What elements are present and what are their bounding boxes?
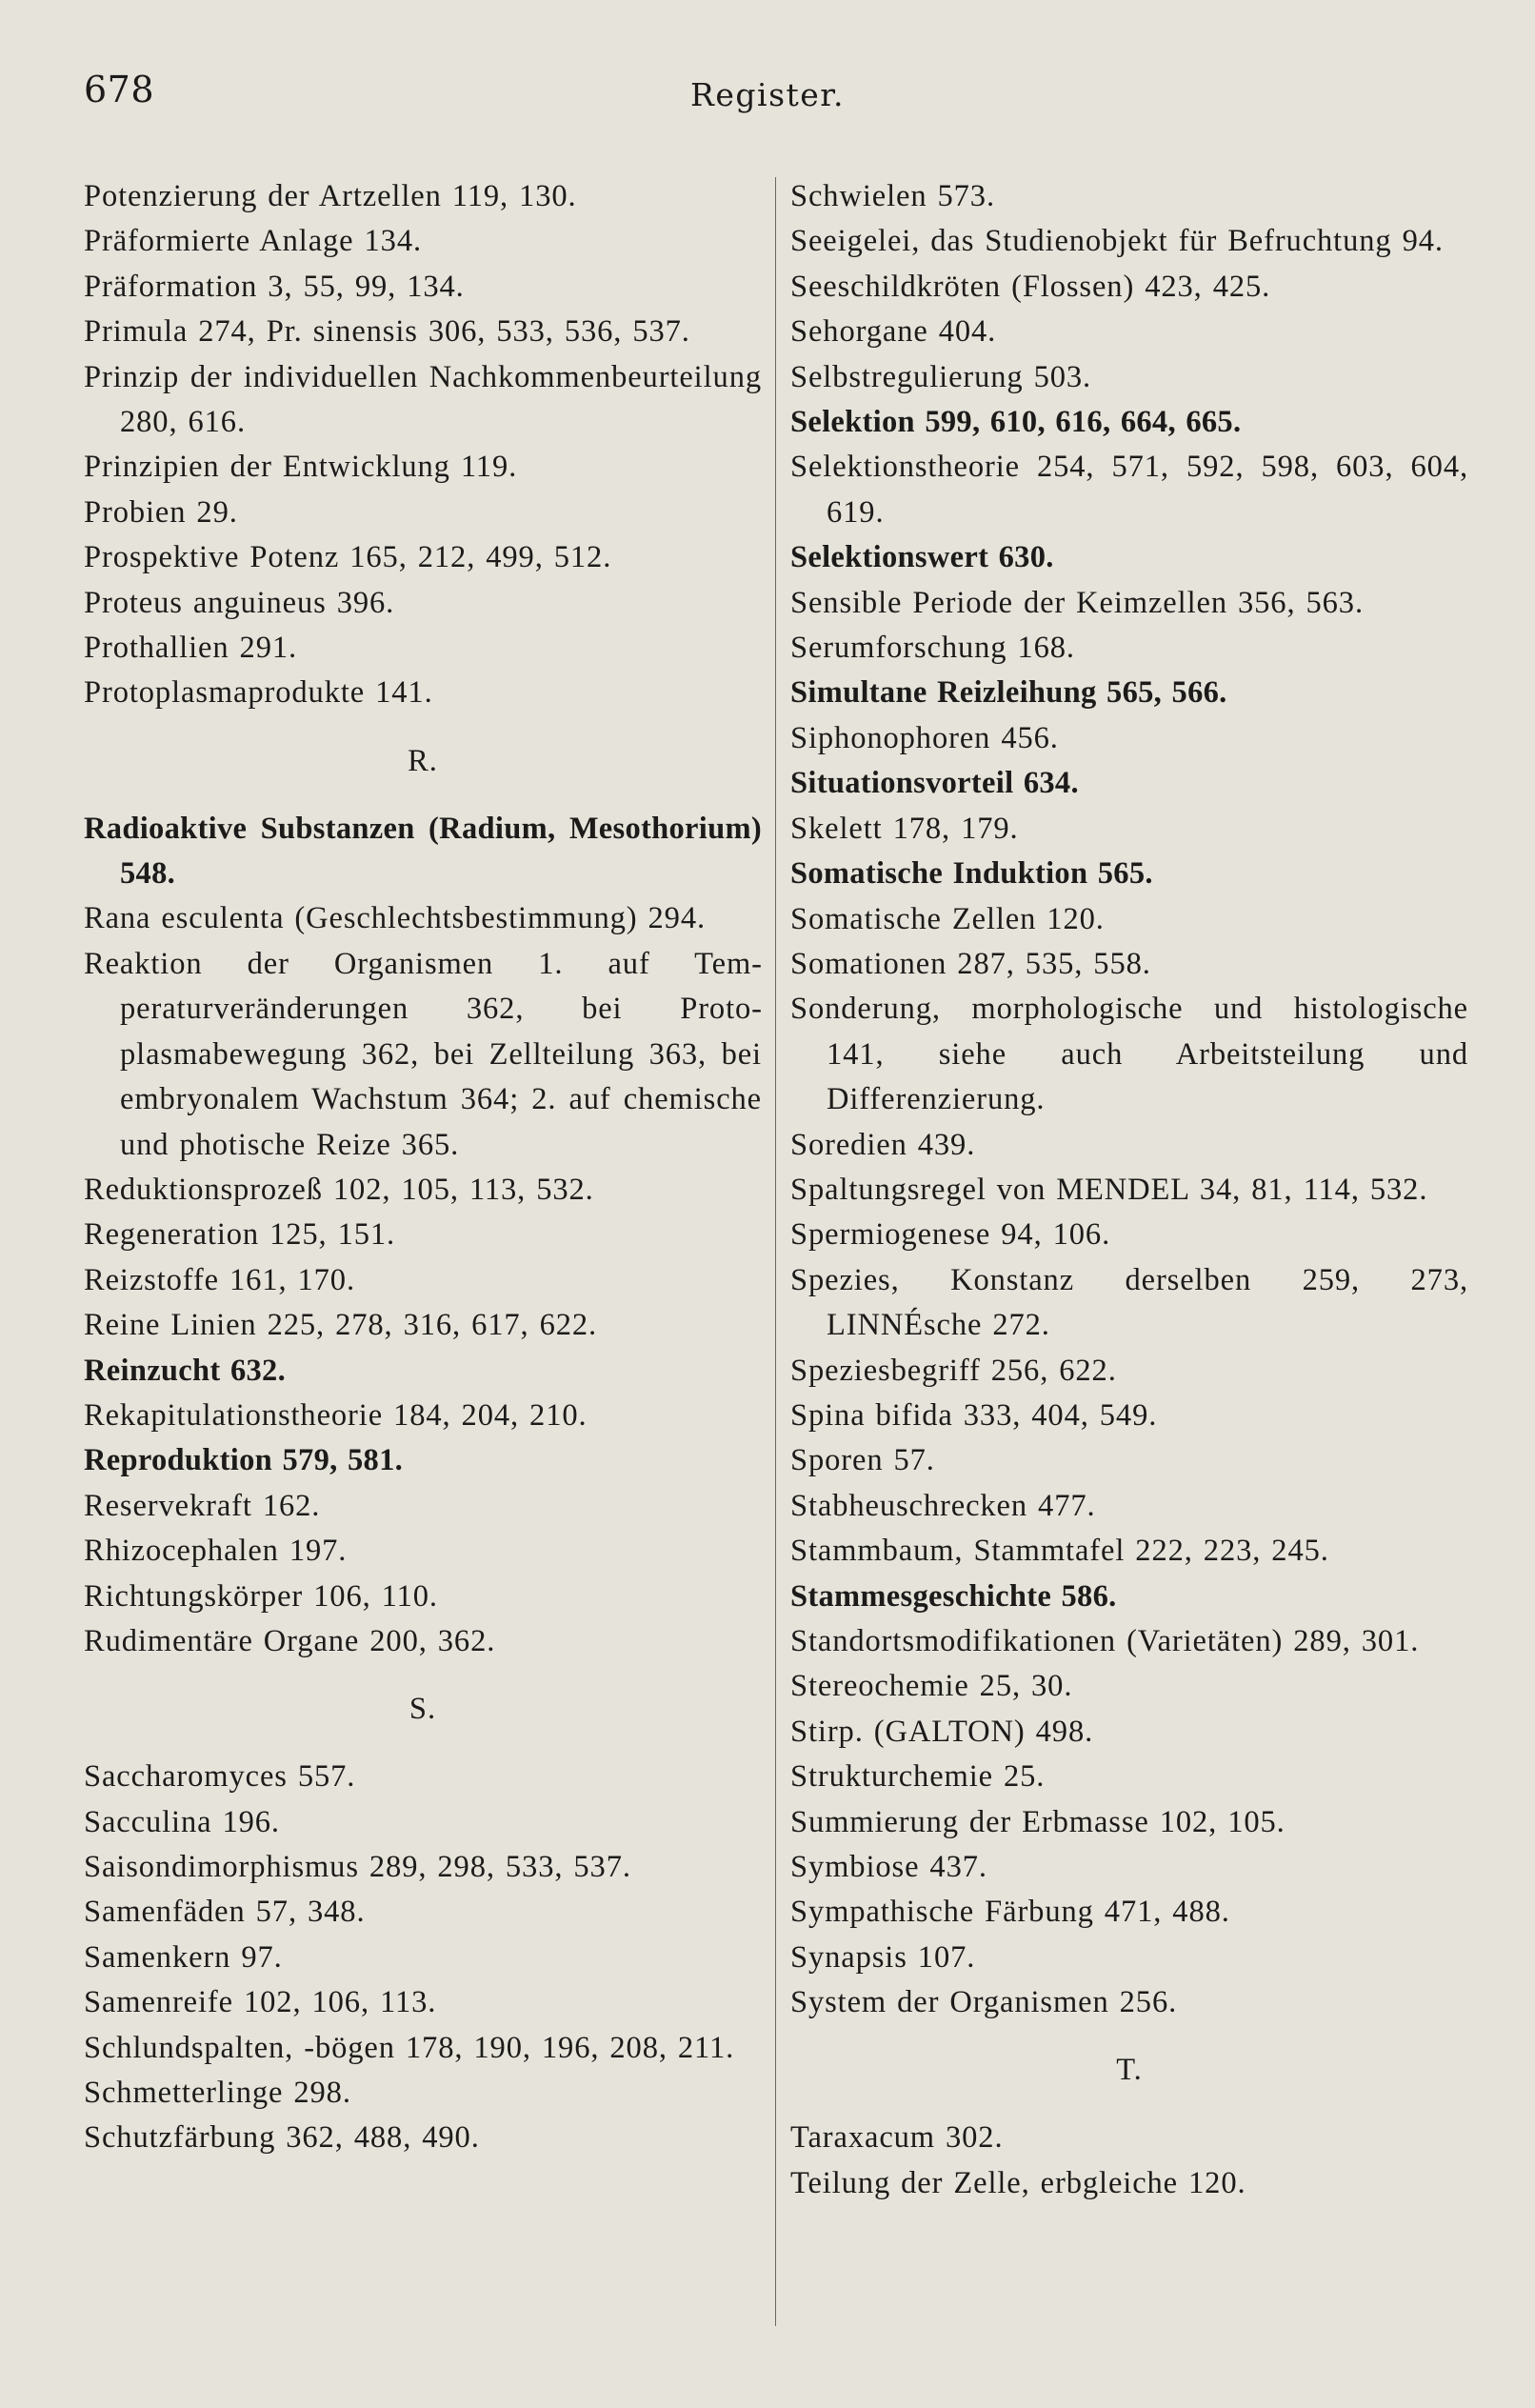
index-entry: Richtungskörper 106, 110.: [84, 1578, 438, 1614]
index-entry: Reinzucht 632.: [84, 1353, 287, 1388]
index-entry: Schutzfärbung 362, 488, 490.: [84, 2120, 480, 2156]
index-entry: Skelett 178, 179.: [790, 811, 1019, 846]
index-entry: Schwielen 573.: [790, 179, 995, 213]
index-column-right: [790, 174, 1468, 2206]
index-entry: Präformation 3, 55, 99, 134.: [84, 269, 465, 304]
index-entry: Samenfäden 57, 348.: [84, 1895, 366, 1930]
index-entry: Selbstregulierung 503.: [790, 359, 1092, 394]
index-entry: Sacculina 196.: [84, 1804, 280, 1839]
index-entry: Speziesbegriff 256, 622.: [790, 1353, 1117, 1388]
index-entry: Seeschildkröten (Flossen) 423, 425.: [790, 269, 1271, 304]
index-entry: Prinzipien der Entwicklung 119.: [84, 450, 518, 485]
index-entry: Reservekraft 162.: [84, 1488, 321, 1523]
column-divider: [775, 177, 776, 2326]
index-entry: Reduktionsprozeß 102, 105, 113, 532.: [84, 1172, 594, 1207]
section-letter-heading: S.: [409, 1692, 437, 1727]
index-entry: Situationsvorteil 634.: [790, 766, 1079, 801]
index-entry: Strukturchemie 25.: [790, 1759, 1046, 1795]
index-entry: System der Organismen 256.: [790, 1985, 1178, 2020]
index-entry: Sympathische Färbung 471, 488.: [790, 1895, 1230, 1930]
index-entry: Simultane Reizleihung 565, 566.: [790, 675, 1227, 711]
section-letter-heading: T.: [1116, 2053, 1143, 2088]
index-entry: Sensible Periode der Keimzellen 356, 563.: [790, 585, 1364, 620]
index-entry: Saccharomyces 557.: [84, 1759, 356, 1795]
index-entry: Spaltungsregel von MENDEL 34, 81, 114, 532.: [790, 1172, 1428, 1207]
index-entry: Seeigelei, das Studienobjekt für Befruchtung 94.: [790, 224, 1444, 259]
index-entry: Stabheuschrecken 477.: [790, 1488, 1096, 1523]
index-entry: Spezies, Konstanz derselben 259, 273, LINNÉsche 272.: [790, 1262, 1468, 1343]
index-entry: Sonderung, morphologische und histologische 141, siehe auch Arbeitsteilung und Differenzierung.: [790, 992, 1468, 1117]
index-entry: Reizstoffe 161, 170.: [84, 1262, 355, 1297]
index-entry: Rudimentäre Organe 200, 362.: [84, 1623, 496, 1658]
index-entry: Reproduktion 579, 581.: [84, 1443, 404, 1478]
index-entry: Präformierte Anlage 134.: [84, 224, 423, 259]
index-entry: Selektionstheorie 254, 571, 592, 598, 603, 604, 619.: [790, 450, 1468, 530]
index-entry: Probien 29.: [84, 494, 238, 530]
index-entry: Taraxacum 302.: [790, 2120, 1004, 2156]
index-entry: Reine Linien 225, 278, 316, 617, 622.: [84, 1308, 598, 1343]
index-entry: Rana esculenta (Geschlechtsbestimmung) 294.: [84, 901, 706, 936]
index-entry: Standortsmodifikationen (Varietäten) 289, 301.: [790, 1624, 1420, 1658]
index-entry: Stammesgeschichte 586.: [790, 1578, 1117, 1614]
index-entry: Saisondimorphismus 289, 298, 533, 537.: [84, 1849, 631, 1884]
index-entry: Sehorgane 404.: [790, 314, 997, 350]
index-entry: Radioaktive Substanzen (Radium, Mesothorium) 548.: [84, 811, 762, 892]
index-entry: Selektionswert 630.: [790, 540, 1054, 575]
index-entry: Prinzip der individuellen Nachkommenbeurteilung 280, 616.: [84, 359, 762, 440]
section-letter-heading: R.: [408, 743, 438, 778]
index-entry: Reaktion der Organismen 1. auf Temperaturveränderungen 362, bei Protoplasmabewegung 362, bei Zellteilung 363, bei embryonalem Wachstum 364; 2. auf chemische und photische Reize 365.: [84, 946, 762, 1162]
index-entry: Serumforschung 168.: [790, 631, 1075, 666]
index-entry: Somatische Zellen 120.: [790, 901, 1105, 936]
index-entry: Siphonophoren 456.: [790, 720, 1059, 755]
index-entry: Somatische Induktion 565.: [790, 856, 1153, 892]
index-entry: Stirp. (GALTON) 498.: [790, 1714, 1094, 1749]
index-entry: Samenkern 97.: [84, 1939, 283, 1975]
running-title: Register.: [690, 76, 845, 113]
index-entry: Prospektive Potenz 165, 212, 499, 512.: [84, 540, 612, 575]
index-entry: Summierung der Erbmasse 102, 105.: [790, 1804, 1286, 1839]
index-entry: Soredien 439.: [790, 1127, 976, 1162]
index-entry: Symbiose 437.: [790, 1850, 987, 1885]
index-entry: Proteus anguineus 396.: [84, 585, 395, 620]
index-entry: Samenreife 102, 106, 113.: [84, 1985, 437, 2020]
index-entry: Synapsis 107.: [790, 1939, 976, 1975]
index-entry: Rekapitulationstheorie 184, 204, 210.: [84, 1397, 588, 1433]
index-entry: Spermiogenese 94, 106.: [790, 1217, 1111, 1253]
index-entry: Regeneration 125, 151.: [84, 1217, 396, 1253]
index-entry: Primula 274, Pr. sinensis 306, 533, 536, 537.: [84, 314, 690, 350]
page-number: 678: [84, 69, 155, 110]
index-entry: Teilung der Zelle, erbgleiche 120.: [790, 2165, 1246, 2200]
index-entry: Potenzierung der Artzellen 119, 130.: [84, 179, 577, 213]
index-entry: Schlundspalten, -bögen 178, 190, 196, 208, 211.: [84, 2030, 735, 2065]
index-entry: Somationen 287, 535, 558.: [790, 946, 1151, 981]
index-entry: Prothallien 291.: [84, 631, 298, 666]
index-entry: Rhizocephalen 197.: [84, 1534, 348, 1569]
index-entry: Protoplasmaprodukte 141.: [84, 675, 433, 711]
index-entry: Stammbaum, Stammtafel 222, 223, 245.: [790, 1534, 1329, 1569]
index-entry: Selektion 599, 610, 616, 664, 665.: [790, 405, 1242, 440]
index-entry: Spina bifida 333, 404, 549.: [790, 1397, 1158, 1433]
index-column-left: [84, 174, 762, 2161]
index-entry: Schmetterlinge 298.: [84, 2076, 351, 2110]
index-entry: Stereochemie 25, 30.: [790, 1669, 1073, 1704]
index-entry: Sporen 57.: [790, 1443, 935, 1478]
